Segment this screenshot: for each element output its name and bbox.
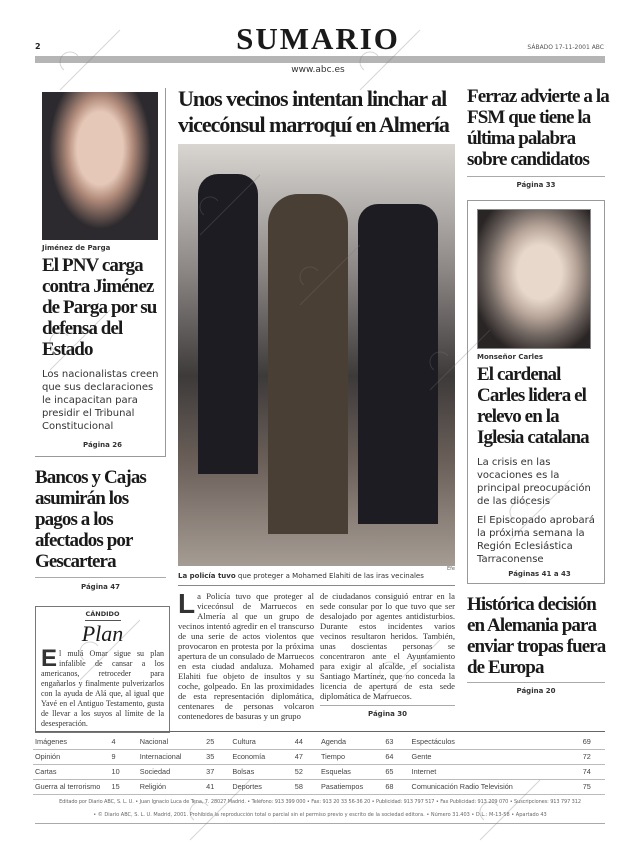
page-ref[interactable]: Página 30 [368,710,407,718]
opinion-column-box [35,606,170,733]
index-section-name[interactable]: Cultura [230,734,292,749]
right-column [467,86,609,696]
index-page-number[interactable]: 37 [204,764,230,779]
index-page-number[interactable]: 75 [581,779,605,794]
index-section-name[interactable]: Pasatiempos [319,779,383,794]
index-section-name[interactable]: Espectáculos [410,734,581,749]
index-section-name[interactable]: Sociedad [138,764,204,779]
index-section-name[interactable]: Nacional [138,734,204,749]
index-page-number[interactable]: 35 [204,749,230,764]
main-headline[interactable]: Unos vecinos intentan linchar al vicecónsul marroquí en Almería [178,86,449,137]
main-news-photo [178,144,455,566]
index-page-number[interactable]: 58 [293,779,319,794]
right-feature-box [467,200,605,584]
headline[interactable]: Ferraz advierte a la FSM que tiene la última palabra sobre candidatos [467,86,609,170]
page-number: 2 [35,42,41,51]
section-index [33,734,605,795]
index-page-number[interactable]: 15 [110,779,138,794]
index-section-name[interactable]: Imágenes [33,734,110,749]
section-title: SUMARIO [236,21,400,56]
index-row [33,764,605,779]
page-ref[interactable]: Página 26 [83,441,122,449]
index-page-number[interactable]: 64 [383,749,409,764]
page-ref[interactable]: Página 20 [516,687,556,695]
drop-cap: L [178,588,196,619]
photo-credit: Efe [447,566,455,572]
index-page-number[interactable]: 41 [204,779,230,794]
jimenez-de-parga-photo [42,92,158,240]
issue-date: SÁBADO 17-11-2001 ABC [527,44,604,51]
website-link[interactable]: www.abc.es [291,65,345,75]
index-section-name[interactable]: Esquelas [319,764,383,779]
index-section-name[interactable]: Bolsas [230,764,292,779]
page-ref[interactable]: Páginas 41 a 43 [508,570,571,578]
article-column-1: La Policía tuvo que proteger al vicecónsul de Marruecos en Almería al que un grupo de vecinos intentó agredir en el transcurso de una serie de actos violentos que provocaron en protesta por la próxima apertura de un consulado de Marruecos en esta ciudad andaluza. Mohamed Elahiti fue objeto de insultos y su coche, golpeado. En las proximidades de esta representación diplomática, centenares de personas volcaron contenedores de basuras y un grupo [178,588,314,721]
index-page-number[interactable]: 68 [383,779,409,794]
photo-caption: Jiménez de Parga [42,244,111,252]
index-section-name[interactable]: Comunicación Radio Televisión [410,779,581,794]
story-headline[interactable]: El cardenal Carles lidera el relevo en la Iglesia catalana [477,364,589,448]
index-page-number[interactable]: 65 [383,764,409,779]
subheadline: Los nacionalistas creen que sus declaraciones le incapacitan para presidir el Tribunal Constitucional [42,369,159,432]
index-section-name[interactable]: Opinión [33,749,110,764]
index-page-number[interactable]: 44 [293,734,319,749]
index-page-number[interactable]: 72 [581,749,605,764]
index-row [33,734,605,749]
index-page-number[interactable]: 9 [110,749,138,764]
column-label: CÁNDIDO [85,610,120,618]
index-page-number[interactable]: 74 [581,764,605,779]
index-section-name[interactable]: Internacional [138,749,204,764]
index-section-name[interactable]: Cartas [33,764,110,779]
index-page-number[interactable]: 25 [204,734,230,749]
index-section-name[interactable]: Agenda [319,734,383,749]
index-page-number[interactable]: 47 [293,749,319,764]
footer-imprint: Editado por Diario ABC, S. L. U. • Juan Ignacio Luca de Tena, 7. 28027 Madrid. • Teléfono: 913 399 000 • Fax: 913 20 33 56-36 20 • Publicidad: 913 797 517 • Fax Publicidad: 913 209 070 • Suscripciones: 913 797 312 [59,799,581,805]
index-section-name[interactable]: Internet [410,764,581,779]
center-lower [178,566,455,721]
monsenor-carles-photo [477,209,591,349]
story-headline[interactable]: Histórica decisión en Alemania para enviar tropas fuera de Europa [467,594,606,678]
index-section-name[interactable]: Tiempo [319,749,383,764]
left-feature-box [35,88,166,457]
index-section-name[interactable]: Gente [410,749,581,764]
story-headline[interactable]: Bancos y Cajas asumirán los pagos a los afectados por Gescartera [35,467,146,572]
photo-caption: La policía tuvo que proteger a Mohamed Elahiti de las iras vecinales [178,572,424,580]
photo-caption: Monseñor Carles [477,353,543,361]
index-page-number[interactable]: 10 [110,764,138,779]
index-page-number[interactable]: 52 [293,764,319,779]
index-page-number[interactable]: 69 [581,734,605,749]
header-bar [35,56,605,63]
index-section-name[interactable]: Religión [138,779,204,794]
index-section-name[interactable]: Deportes [230,779,292,794]
index-section-name[interactable]: Economía [230,749,292,764]
page-ref[interactable]: Página 47 [81,583,120,591]
index-row [33,779,605,794]
headline[interactable]: El PNV carga contra Jiménez de Parga por su defensa del Estado [42,255,157,360]
drop-cap: E [41,645,58,672]
column-text: El mulá Omar sigue su plan infalible de cansar a los americanos, retroceder para engañarlos y finalmente pulverizarlos con la ayuda de Alá que, al igual que Yavé en el Antiguo Testamento, gusta de llevar a los suyos al límite de la desesperación. [41,645,164,728]
index-row [33,749,605,764]
center-column [178,86,455,566]
page-ref[interactable]: Página 33 [516,181,556,189]
story-subtext-2: El Episcopado aprobará la próxima semana la Región Eclesiástica Tarraconense [477,515,595,565]
story-subtext-1: La crisis en las vocaciones es la principal preocupación de las diócesis [477,457,591,507]
index-section-name[interactable]: Guerra al terrorismo [33,779,110,794]
article-column-2: de ciudadanos consiguió entrar en la sede consular por lo que tuvo que ser desalojado por agentes antidisturbios. Durante estos incidentes varios vecinos resultaron heridos. También, unas doscientas personas se concentraron ante el Ayuntamiento para exigir al alcalde, el socialista Santiago Martínez, que no conceda la licencia de apertura de esta sede diplomática de Marruecos. [320,591,455,701]
index-page-number[interactable]: 4 [110,734,138,749]
index-page-number[interactable]: 63 [383,734,409,749]
footer-copyright: • © Diario ABC, S. L. U. Madrid, 2001. Prohibida la reproducción total o parcial sin el permiso previo y escrito de la sociedad editora. • Número 31.403 • D.L.: M-13-58 • Apartado 43 [93,812,547,818]
left-column [35,88,170,733]
column-title: Plan [81,621,124,646]
